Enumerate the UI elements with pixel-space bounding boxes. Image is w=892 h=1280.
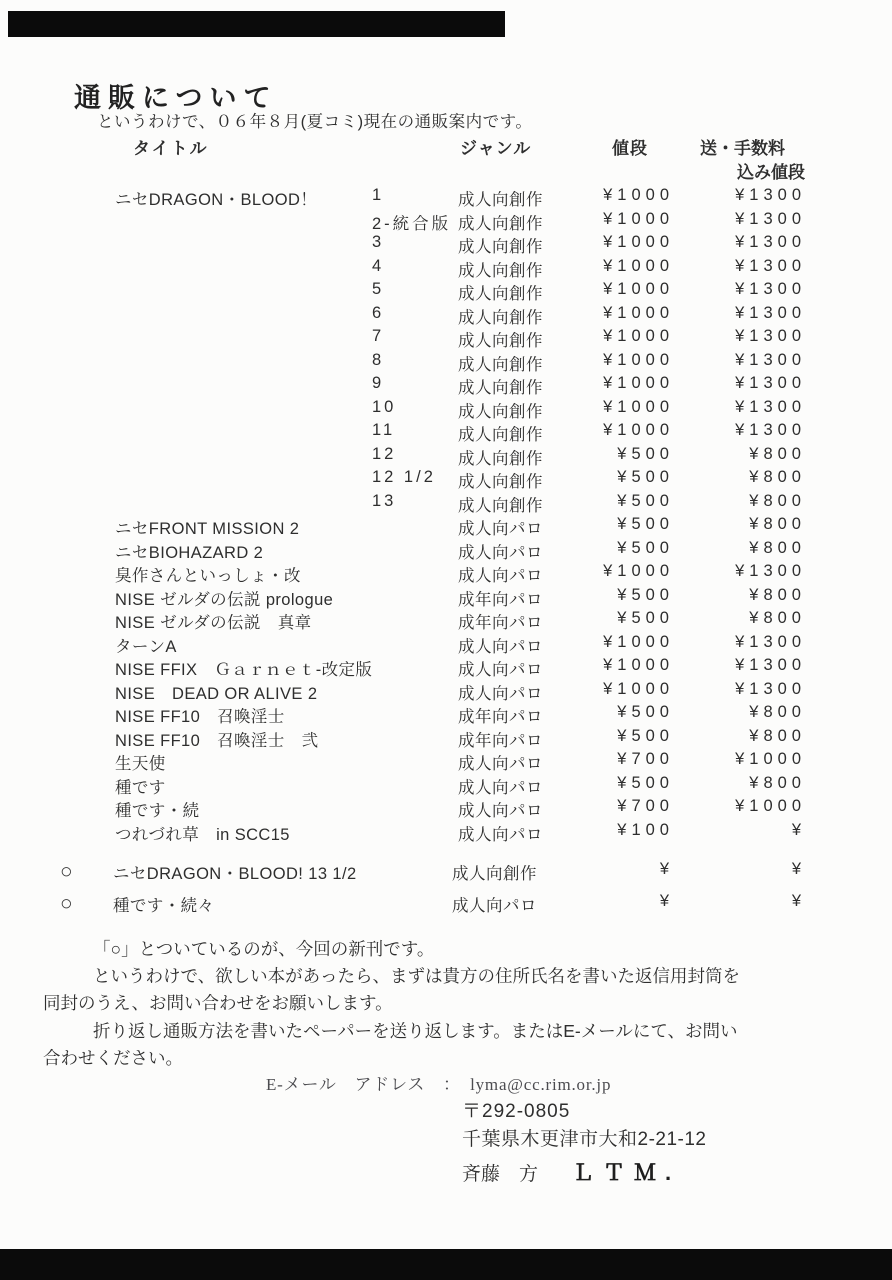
item-genre: 成人向創作 (458, 261, 543, 280)
item-genre: 成人向創作 (452, 865, 537, 883)
column-header-title: タイトル (133, 139, 209, 158)
item-genre: 成人向創作 (458, 402, 543, 421)
item-genre: 成人向創作 (458, 496, 543, 515)
table-row (0, 257, 892, 281)
table-row (0, 280, 892, 304)
item-price: ¥1000 (603, 397, 674, 416)
item-shipping-price: ¥ (791, 892, 806, 910)
page-title: 通販について (74, 83, 278, 113)
table-row (0, 421, 892, 445)
item-shipping-price: ¥800 (749, 444, 806, 463)
item-shipping-price: ¥1300 (735, 421, 806, 439)
item-genre: 成人向パロ (458, 637, 543, 656)
item-genre: 成人向パロ (458, 755, 543, 773)
item-title: NISE FF10 召喚淫士 弐 (115, 731, 319, 750)
item-price: ¥1000 (603, 303, 674, 322)
item-title: 生天使 (115, 755, 166, 773)
item-price: ¥1000 (603, 233, 674, 251)
item-volume: 12 (372, 444, 397, 463)
email-label: E-メール アドレス ： (266, 1075, 471, 1094)
new-release-circle-mark: ○ (60, 892, 73, 915)
table-row (0, 750, 892, 774)
item-price: ¥1000 (603, 562, 674, 580)
item-genre: 成人向創作 (458, 379, 543, 397)
item-shipping-price: ¥800 (749, 585, 806, 604)
item-genre: 成人向パロ (458, 520, 543, 538)
new-release-row (0, 892, 892, 918)
item-price: ¥1000 (603, 656, 674, 674)
item-title: 臭作さんといっしょ・改 (115, 567, 301, 585)
item-shipping-price: ¥800 (749, 468, 806, 486)
table-row (0, 445, 892, 469)
item-shipping-price: ¥1300 (735, 303, 806, 322)
item-title: 種です・続 (115, 802, 200, 820)
item-genre: 成人向パロ (458, 661, 543, 679)
top-scan-bar (8, 11, 505, 37)
item-genre: 成人向パロ (458, 802, 543, 820)
item-title: ターンA (115, 637, 177, 656)
item-price: ¥500 (617, 703, 674, 721)
item-price: ¥1000 (603, 209, 674, 228)
item-price: ¥500 (617, 515, 674, 533)
item-volume: 3 (372, 233, 385, 251)
postal-code: 〒292-0805 (462, 1101, 571, 1122)
footer-line: 合わせください。 (43, 1047, 183, 1068)
item-title: NISE FFIX Ｇａｒｎｅｔ-改定版 (115, 661, 373, 679)
footer-line: 「○」とついているのが、今回の新刊です。 (93, 939, 435, 959)
item-volume: 11 (372, 421, 396, 439)
table-row (0, 609, 892, 633)
item-price: ¥500 (617, 491, 674, 510)
item-volume: 1 (372, 186, 385, 204)
item-volume: 2-統合版 (372, 214, 452, 233)
item-price: ¥500 (617, 773, 674, 792)
table-row (0, 633, 892, 657)
item-volume: 6 (372, 303, 385, 322)
street-address: 千葉県木更津市大和2-21-12 (462, 1129, 707, 1150)
item-shipping-price: ¥1000 (735, 750, 806, 768)
item-price: ¥500 (617, 538, 674, 557)
item-genre: 成人向創作 (458, 214, 543, 233)
item-shipping-price: ¥1300 (735, 256, 806, 275)
footer-line: 同封のうえ、お問い合わせをお願いします。 (43, 993, 393, 1014)
table-row (0, 351, 892, 375)
column-header-shipping-line2: 込み値段 (737, 163, 805, 182)
item-shipping-price: ¥1300 (735, 374, 806, 392)
item-title: 種です (115, 778, 166, 797)
recipient-name: 斉藤 方 (462, 1164, 539, 1185)
item-genre: 成人向創作 (458, 332, 543, 350)
item-title: ニセBIOHAZARD 2 (115, 543, 264, 562)
item-price: ¥1000 (603, 280, 674, 298)
item-volume: 12 1/2 (372, 468, 436, 486)
item-genre: 成人向創作 (458, 426, 543, 444)
item-price: ¥700 (617, 797, 674, 815)
item-price: ¥1000 (603, 350, 674, 369)
table-row (0, 562, 892, 586)
item-volume: 10 (372, 397, 397, 416)
item-genre: 成人向創作 (458, 473, 543, 491)
item-genre: 成人向パロ (452, 897, 537, 915)
item-price: ¥1000 (603, 421, 674, 439)
item-shipping-price: ¥800 (749, 515, 806, 533)
table-row (0, 304, 892, 328)
item-shipping-price: ¥1300 (735, 632, 806, 651)
item-shipping-price: ¥800 (749, 538, 806, 557)
item-genre: 成人向パロ (458, 567, 543, 585)
table-row (0, 586, 892, 610)
email-address: lyma@cc.rim.or.jp (470, 1075, 612, 1094)
item-price: ¥1000 (603, 256, 674, 275)
item-shipping-price: ¥800 (749, 773, 806, 792)
circle-name: ＬＴＭ. (572, 1160, 681, 1185)
item-price: ¥1000 (603, 327, 674, 345)
intro-text: というわけで、０６年８月(夏コミ)現在の通販案内です。 (97, 113, 533, 131)
item-title: NISE ゼルダの伝説 prologue (115, 590, 334, 609)
item-shipping-price: ¥ (791, 860, 806, 878)
table-row (0, 680, 892, 704)
item-genre: 成年向パロ (458, 614, 543, 632)
item-price: ¥100 (617, 820, 674, 839)
item-price: ¥1000 (603, 374, 674, 392)
item-price: ¥700 (617, 750, 674, 768)
item-price: ¥500 (617, 609, 674, 627)
item-shipping-price: ¥1300 (735, 679, 806, 698)
item-shipping-price: ¥ (791, 820, 806, 839)
item-title: ニセDRAGON・BLOOD！ (115, 191, 318, 209)
item-genre: 成人向創作 (458, 308, 543, 327)
item-volume: 13 (372, 491, 397, 510)
table-row (0, 398, 892, 422)
item-title: つれづれ草 in SCC15 (115, 825, 290, 844)
item-volume: 4 (372, 256, 385, 275)
item-title: ニセFRONT MISSION 2 (115, 520, 300, 538)
item-title: NISE DEAD OR ALIVE 2 (115, 684, 318, 703)
item-shipping-price: ¥1300 (735, 397, 806, 416)
table-row (0, 374, 892, 398)
item-price: ¥ (659, 892, 674, 910)
item-shipping-price: ¥800 (749, 726, 806, 745)
footer-line: 折り返し通販方法を書いたペーパーを送り返します。またはE-メールにて、お問い (93, 1020, 738, 1041)
item-title: 種です・続々 (113, 897, 215, 915)
item-shipping-price: ¥1300 (735, 209, 806, 228)
item-price: ¥500 (617, 726, 674, 745)
footer-notes (43, 936, 823, 1072)
item-genre: 成年向パロ (458, 731, 543, 750)
bottom-scan-bar (0, 1249, 892, 1280)
item-shipping-price: ¥1300 (735, 327, 806, 345)
item-genre: 成年向パロ (458, 708, 543, 726)
table-row (0, 774, 892, 798)
item-genre: 成人向創作 (458, 285, 543, 303)
item-shipping-price: ¥1300 (735, 233, 806, 251)
item-genre: 成年向パロ (458, 590, 543, 609)
column-header-shipping-line1: 送・手数料 (700, 139, 785, 158)
table-row (0, 327, 892, 351)
table-row (0, 539, 892, 563)
item-title: NISE FF10 召喚淫士 (115, 708, 285, 726)
item-shipping-price: ¥1300 (735, 280, 806, 298)
email-line (266, 1070, 611, 1095)
table-row (0, 468, 892, 492)
table-row (0, 233, 892, 257)
table-row (0, 515, 892, 539)
item-genre: 成人向パロ (458, 543, 543, 562)
item-volume: 7 (372, 327, 385, 345)
column-header-genre: ジャンル (460, 139, 532, 158)
item-title: ニセDRAGON・BLOOD! 13 1/2 (113, 865, 357, 883)
item-shipping-price: ¥1300 (735, 350, 806, 369)
item-title: NISE ゼルダの伝説 真章 (115, 614, 312, 632)
item-price: ¥1000 (603, 186, 674, 204)
table-row (0, 210, 892, 234)
item-shipping-price: ¥800 (749, 609, 806, 627)
column-header-price: 値段 (612, 139, 648, 158)
item-genre: 成人向パロ (458, 778, 543, 797)
item-price: ¥500 (617, 468, 674, 486)
item-shipping-price: ¥1000 (735, 797, 806, 815)
item-genre: 成人向創作 (458, 449, 543, 468)
table-row (0, 797, 892, 821)
item-volume: 8 (372, 350, 385, 369)
new-release-row (0, 860, 892, 886)
table-row (0, 821, 892, 845)
table-row (0, 186, 892, 210)
table-row (0, 727, 892, 751)
item-shipping-price: ¥1300 (735, 186, 806, 204)
item-price: ¥1000 (603, 632, 674, 651)
item-genre: 成人向パロ (458, 825, 543, 844)
table-row (0, 656, 892, 680)
item-price: ¥500 (617, 585, 674, 604)
item-shipping-price: ¥800 (749, 703, 806, 721)
item-genre: 成人向創作 (458, 355, 543, 374)
item-volume: 9 (372, 374, 385, 392)
item-genre: 成人向パロ (458, 684, 543, 703)
item-price: ¥500 (617, 444, 674, 463)
item-shipping-price: ¥800 (749, 491, 806, 510)
item-shipping-price: ¥1300 (735, 562, 806, 580)
item-price: ¥1000 (603, 679, 674, 698)
footer-line: というわけで、欲しい本があったら、まずは貴方の住所氏名を書いた返信用封筒を (93, 966, 740, 987)
item-genre: 成人向創作 (458, 238, 543, 256)
item-shipping-price: ¥1300 (735, 656, 806, 674)
new-release-circle-mark: ○ (60, 860, 73, 883)
item-price: ¥ (659, 860, 674, 878)
item-volume: 5 (372, 280, 385, 298)
recipient-line (462, 1156, 680, 1187)
table-row (0, 703, 892, 727)
item-genre: 成人向創作 (458, 191, 543, 209)
table-row (0, 492, 892, 516)
